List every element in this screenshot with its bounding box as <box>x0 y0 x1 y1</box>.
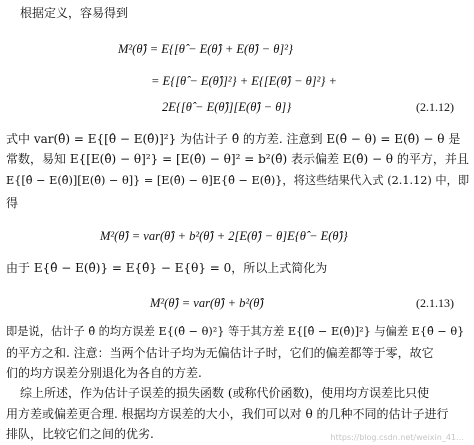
paragraph-mse-line-3: 们的均方误差分别退化为各自的方差. <box>6 366 202 380</box>
equation-expanded: M²(θ̂) = var(θ̂) + b²(θ̂) + 2[E(θ̂) − θ]E{θ̂ − E(θ̂)} <box>100 229 348 243</box>
paragraph-mse-line-1: 即是说，估计子 θ̂ 的均方误差 E{(θ̂ − θ)²} 等于其方差 E{[θ̂ − E(θ̂)]²} 与偏差 E{θ̂ − θ} <box>6 325 465 338</box>
paragraph-mse-line-2: 的平方之和. 注意：当两个估计子均为无偏估计子时，它们的偏差都等于零，故它 <box>6 346 434 360</box>
paragraph-summary-line-1: 综上所述，作为估计子误差的损失函数 (或称代价函数)，使用均方误差比只使 <box>20 386 430 400</box>
equation-2-1-13: M²(θ̂) = var(θ̂) + b²(θ̂) <box>150 296 264 310</box>
paragraph-variance-line-1: 式中 var(θ̂) = E{[θ̂ − E(θ̂)]²} 为估计子 θ̂ 的方差. 注意到 E(θ̂ − θ) = E(θ̂) − θ 是 <box>6 132 461 146</box>
paragraph-simplify: 由于 E{θ̂ − E(θ̂)} = E{θ̂} − E{θ} = 0，所以上式简化为 <box>6 261 328 275</box>
intro-paragraph: 根据定义，容易得到 <box>20 6 129 20</box>
watermark-text: https://blog.csdn.net/weixin_41… <box>330 433 464 442</box>
paragraph-summary-line-3: 排队，比较它们之间的优劣. <box>6 427 154 441</box>
paragraph-variance-line-4: 得 <box>6 196 19 210</box>
equation-2-1-12-line-2: = E{[θ̂ − E(θ̂)]²} + E{[E(θ̂) − θ]²} + <box>151 74 337 88</box>
paragraph-variance-line-2: 常数，易知 E{[E(θ̂) − θ]²} = [E(θ̂) − θ]² = b²(θ̂) 表示偏差 E(θ̂) − θ 的平方，并且 <box>6 152 469 166</box>
paragraph-summary-line-2: 用方差或偏差更合理. 根据均方误差的大小，我们可以对 θ 的几种不同的估计子进行 <box>6 407 449 421</box>
equation-2-1-12-line-1: M²(θ̂) = E{[θ̂ − E(θ̂) + E(θ̂) − θ]²} <box>118 42 293 56</box>
equation-2-1-12-line-3: 2E{[θ̂ − E(θ̂)][E(θ̂) − θ]} <box>162 100 292 114</box>
equation-number-2-1-13: (2.1.13) <box>416 296 454 310</box>
paragraph-variance-line-3: E{[θ̂ − E(θ̂)][E(θ̂) − θ]} = [E(θ̂) − θ]E{θ̂ − E(θ̂)}，将这些结果代入式 (2.1.12) 中，即 <box>6 174 470 187</box>
equation-number-2-1-12: (2.1.12) <box>416 100 454 114</box>
